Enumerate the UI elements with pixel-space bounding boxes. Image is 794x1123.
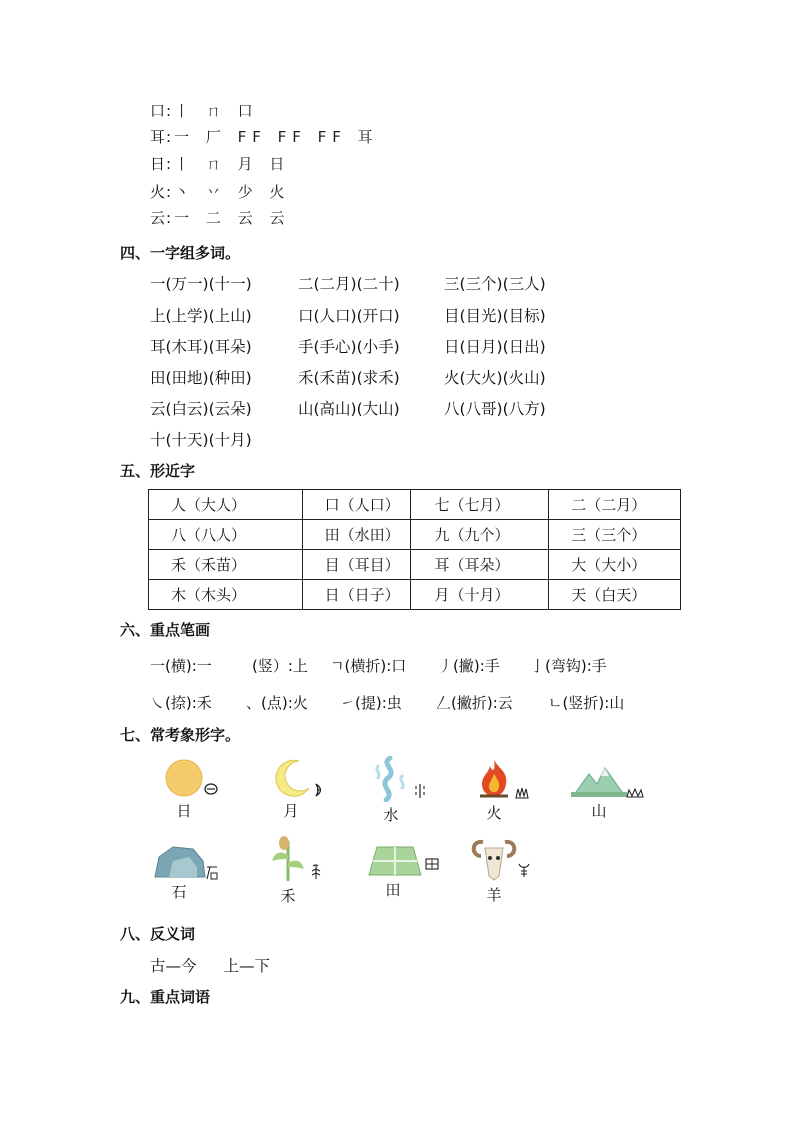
pictograph-field	[362, 845, 424, 900]
table-cell: 八（八人）	[149, 520, 303, 550]
pictograph-mountain	[570, 764, 628, 821]
stroke-char: 耳	[150, 128, 167, 146]
table-cell: 日（日子）	[302, 580, 410, 610]
pictograph-fire	[472, 758, 516, 823]
stroke-item	[530, 655, 607, 676]
oracle-field-icon	[425, 858, 439, 870]
table-cell: 口（人口）	[302, 490, 410, 520]
antonym-pairs	[150, 954, 292, 976]
pictograph-label: 山	[591, 802, 607, 820]
table-row	[149, 550, 681, 580]
stroke-sequence: 丨 ㄇ 月 日	[174, 155, 291, 173]
word-group: 口(人口)(开口)	[298, 307, 400, 325]
sun-icon	[164, 758, 204, 798]
grain-icon	[268, 835, 308, 883]
stroke-symbol: 、	[246, 694, 262, 712]
table-cell: 耳（耳朵）	[410, 550, 549, 580]
stroke-item	[548, 692, 624, 713]
table-cell: 目（耳目）	[302, 550, 410, 580]
word-group: 日(日月)(日出)	[444, 338, 546, 356]
word-group: 手(手心)(小手)	[298, 338, 400, 356]
word-group: 一(万一)(十一)	[150, 275, 252, 293]
field-icon	[363, 845, 423, 877]
section-title: 四、一字组多词。	[120, 244, 241, 262]
stroke-desc: (横折):口	[344, 657, 407, 675]
stroke-item	[150, 692, 212, 713]
table-cell: 二（二月）	[549, 490, 681, 520]
table-cell: 大（大小）	[549, 550, 681, 580]
oracle-water-icon	[414, 783, 426, 799]
stroke-symbol: 一	[150, 657, 166, 675]
table-row	[149, 580, 681, 610]
pictograph-moon	[266, 758, 316, 821]
fire-icon	[474, 758, 514, 800]
word-group: 云(白云)(云朵)	[150, 400, 252, 418]
antonym-pair: 上—下	[223, 957, 270, 975]
pictograph-label: 石	[171, 883, 187, 901]
sheep-icon	[469, 836, 519, 882]
stroke-symbol: ㄴ	[548, 694, 563, 712]
stroke-char: 火	[150, 183, 167, 201]
stroke-order-line: 日: 丨 ㄇ 月 日	[150, 155, 291, 173]
pictograph-label: 田	[385, 881, 401, 899]
stroke-desc: (横):一	[165, 657, 212, 675]
stroke-desc: (提):虫	[355, 694, 402, 712]
word-group: 山(高山)(大山)	[298, 400, 400, 418]
table-cell: 七（七月）	[410, 490, 549, 520]
word-group: 八(八哥)(八方)	[444, 400, 546, 418]
stroke-desc: (撇):手	[453, 657, 500, 675]
word-group: 目(目光)(目标)	[444, 307, 546, 325]
stroke-order-line: 云: 一 二 云 云	[150, 209, 291, 227]
stroke-item	[330, 655, 406, 676]
word-group: 火(大火)(火山)	[444, 369, 546, 387]
table-cell: 人（大人）	[149, 490, 303, 520]
table-cell: 月（十月）	[410, 580, 549, 610]
stroke-order-line: 耳: 一 厂 FF FF FF 耳	[150, 128, 379, 146]
stroke-symbol: ㇏	[150, 694, 166, 712]
mountain-icon	[571, 764, 627, 798]
word-group: 上(上学)(上山)	[150, 307, 252, 325]
word-group: 三(三个)(三人)	[444, 275, 546, 293]
oracle-grain-icon	[310, 864, 322, 880]
pictograph-grain	[266, 835, 310, 906]
table-cell: 九（九个）	[410, 520, 549, 550]
stroke-symbol: 丿	[438, 657, 454, 675]
stroke-char: 日	[150, 155, 167, 173]
oracle-sun-icon	[204, 783, 218, 795]
water-icon	[370, 756, 412, 802]
stroke-symbol: ㄱ	[330, 657, 345, 675]
stroke-sequence: 一 厂 FF FF FF 耳	[174, 128, 379, 146]
table-cell: 三（三个）	[549, 520, 681, 550]
stroke-desc: (弯钩):手	[545, 657, 607, 675]
pictograph-water	[368, 756, 414, 825]
pictograph-label: 月	[283, 802, 299, 820]
stroke-desc: (竖折):山	[562, 694, 625, 712]
table-cell: 田（水田）	[302, 520, 410, 550]
stroke-char: 口	[150, 102, 167, 120]
similar-characters-table	[148, 489, 681, 610]
oracle-sheep-icon	[518, 862, 530, 878]
word-group: 田(田地)(种田)	[150, 369, 252, 387]
stroke-item	[436, 692, 513, 713]
pictograph-label: 火	[486, 804, 502, 822]
pictograph-label: 水	[383, 806, 399, 824]
stroke-symbol: 𠃋	[436, 694, 452, 712]
table-row	[149, 490, 681, 520]
antonym-pair: 古—今	[150, 957, 197, 975]
stroke-item	[246, 692, 308, 713]
stroke-item	[150, 655, 212, 676]
stroke-symbol: ㇀	[340, 694, 356, 712]
oracle-fire-icon	[515, 787, 529, 799]
section-title: 五、形近字	[120, 462, 196, 480]
stroke-item	[238, 655, 308, 676]
table-cell: 天（白天）	[549, 580, 681, 610]
section-title: 九、重点词语	[120, 988, 211, 1006]
stroke-desc: (点):火	[261, 694, 308, 712]
stroke-desc: (捺):禾	[165, 694, 212, 712]
stroke-sequence: 丨 ㄇ 口	[174, 102, 259, 120]
word-group: 禾(禾苗)(求禾)	[298, 369, 400, 387]
stroke-symbol: 亅	[530, 657, 546, 675]
table-row	[149, 520, 681, 550]
word-group: 耳(木耳)(耳朵)	[150, 338, 252, 356]
pictograph-stone	[150, 843, 208, 902]
pictograph-label: 日	[176, 802, 192, 820]
stroke-sequence: 一 二 云 云	[174, 209, 291, 227]
word-group: 二(二月)(二十)	[298, 275, 400, 293]
stroke-item	[438, 655, 500, 676]
stroke-desc: (撇折):云	[451, 694, 513, 712]
section-title: 六、重点笔画	[120, 621, 211, 639]
oracle-moon-icon	[312, 782, 326, 798]
stroke-desc: (竖）:上	[252, 657, 308, 675]
pictograph-label: 禾	[280, 887, 296, 905]
oracle-mountain-icon	[626, 788, 644, 798]
moon-icon	[269, 758, 313, 798]
section-title: 八、反义词	[120, 925, 196, 943]
stroke-sequence: 丶 丷 少 火	[174, 183, 291, 201]
section-title: 七、常考象形字。	[120, 726, 241, 744]
table-cell: 禾（禾苗）	[149, 550, 303, 580]
pictograph-label: 羊	[486, 886, 502, 904]
stone-icon	[151, 843, 207, 879]
stroke-order-line: 口: 丨 ㄇ 口	[150, 102, 259, 120]
pictograph-sun	[162, 758, 206, 821]
stroke-char: 云	[150, 209, 167, 227]
table-cell: 木（木头）	[149, 580, 303, 610]
word-group: 十(十天)(十月)	[150, 431, 252, 449]
stroke-item	[340, 692, 402, 713]
oracle-stone-icon	[206, 866, 218, 880]
stroke-order-line: 火: 丶 丷 少 火	[150, 183, 291, 201]
pictograph-sheep	[468, 836, 520, 905]
